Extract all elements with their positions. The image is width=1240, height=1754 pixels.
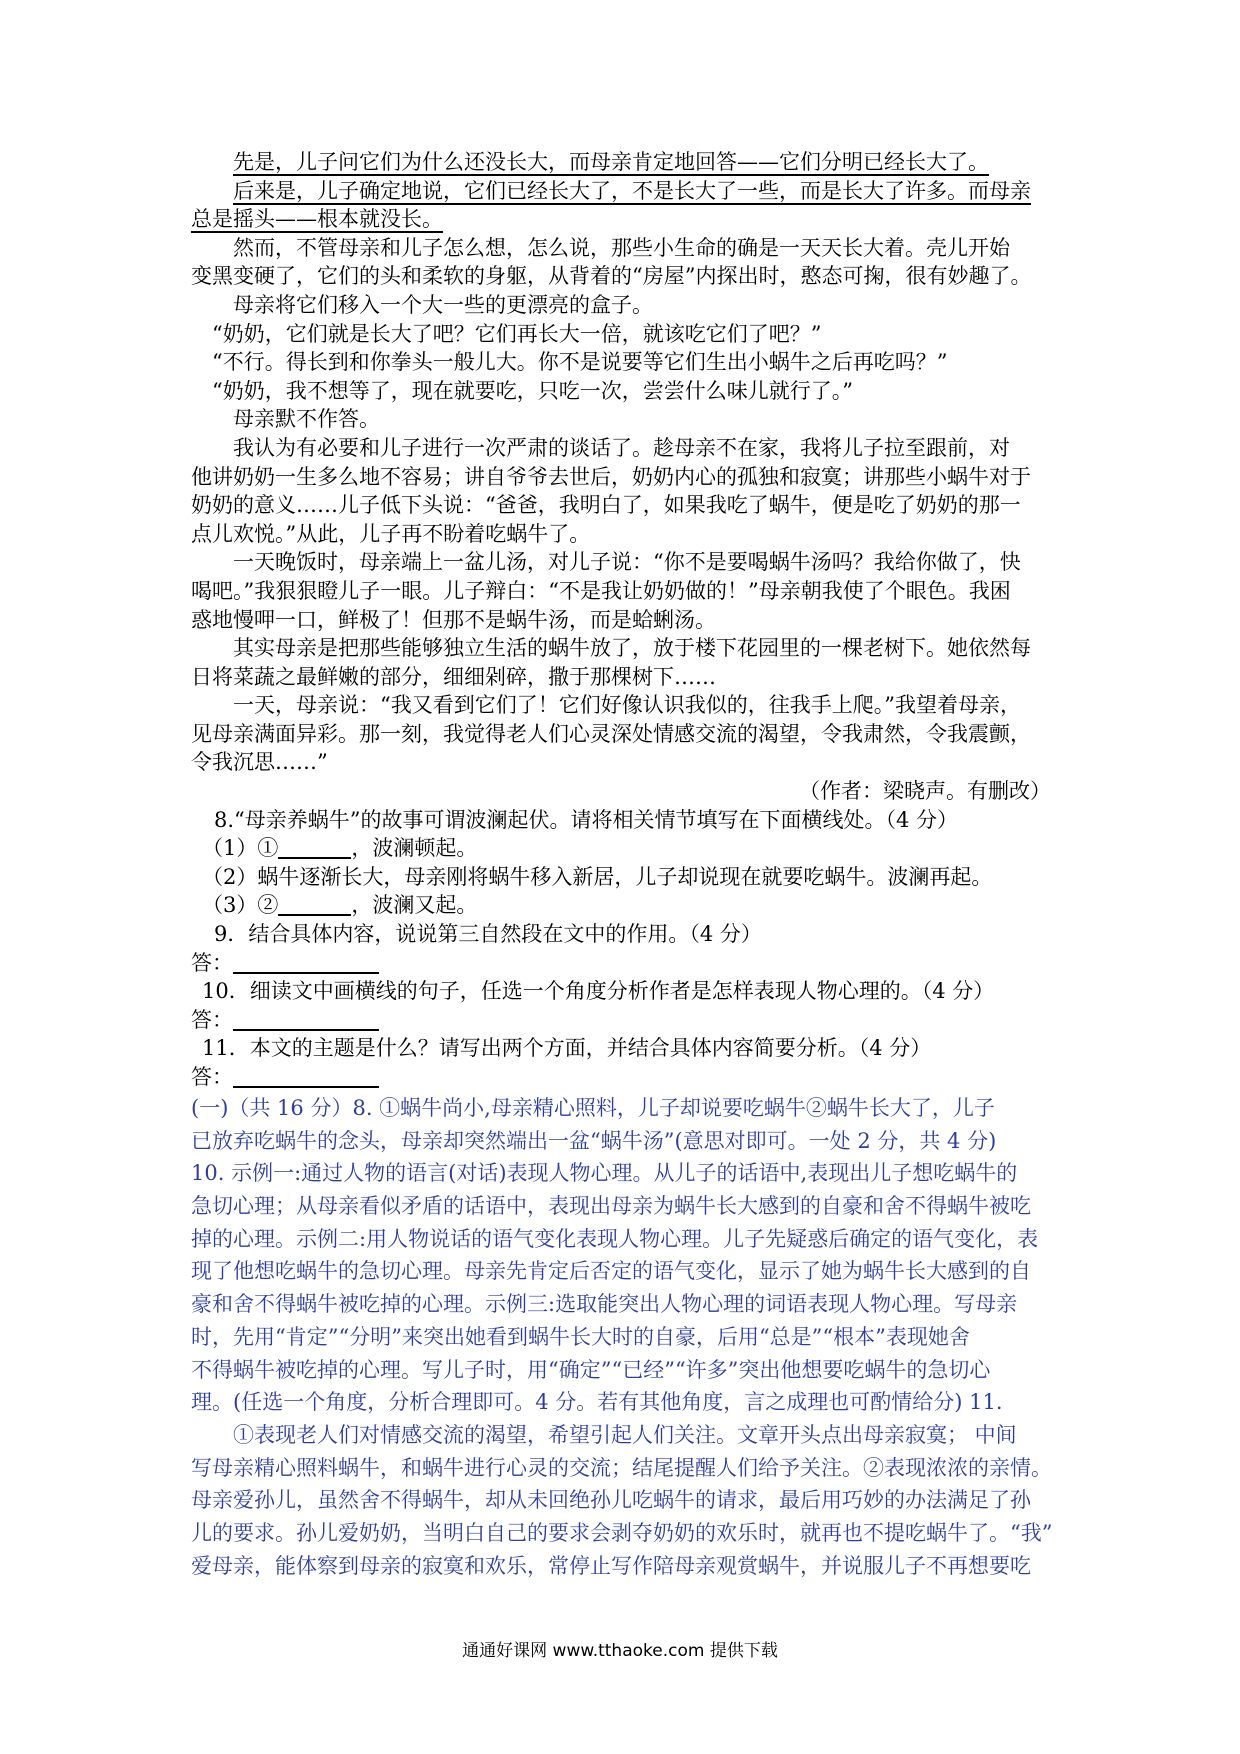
passage-line: 一天，母亲说：“我又看到它们了！它们好像认识我似的，往我手上爬。”我望着母亲， [233,693,1021,718]
answer-key-line: 时，先用“肯定”“分明”来突出她看到蜗牛长大时的自豪，后用“总是”“根本”表现她舍 [191,1324,970,1349]
passage-line: 母亲默不作答。 [233,407,380,432]
answer-blank [278,894,351,916]
reading-passage [0,148,1240,1092]
answer-key-line: (一)（共 16 分）8. ①蜗牛尚小,母亲精心照料，儿子却说要吃蜗牛②蜗牛长大了，儿子 [191,1096,995,1120]
question-10-stem: 10．细读文中画横线的句子，任选一个角度分析作者是怎样表现人物心理的。（4 分） [202,979,995,1004]
passage-line: 见母亲满面异彩。那一刻，我觉得老人们心灵深处情感交流的渴望，令我肃然，令我震颤， [191,721,1031,746]
passage-line: 我认为有必要和儿子进行一次严肃的谈话了。趁母亲不在家，我将儿子拉至跟前，对 [233,435,1010,460]
answer-key-line: 掉的心理。示例二:用人物说话的语气变化表现人物心理。儿子先疑惑后确定的语气变化，表 [191,1226,1039,1251]
passage-line: 令我沉思……” [191,750,328,775]
underlined-sentence: 后来是，儿子确定地说，它们已经长大了，不是长大了一些，而是长大了许多。而母亲 [233,178,1031,203]
answer-key-line: 已放弃吃蜗牛的念头，母亲却突然端出一盆“蜗牛汤”(意思对即可。一处 2 分，共 4 分) [191,1128,997,1153]
answer-key-line: 10. 示例一:通过人物的语言(对话)表现人物心理。从儿子的话语中,表现出儿子想吃蜗牛的 [191,1161,1018,1186]
passage-line: 他讲奶奶一生多么地不容易；讲自爷爷去世后，奶奶内心的孤独和寂寞；讲那些小蜗牛对于 [191,464,1031,489]
item-label: （1）① [202,836,279,861]
page-footer: 通通好课网 www.tthaoke.com 提供下载 [462,1641,778,1661]
question-11-answer [0,1063,1240,1092]
answer-key-line: 理。(任选一个角度，分析合理即可。4 分。若有其他角度，言之成理也可酌情给分) 11. [191,1390,1003,1415]
passage-line: 一天晚饭时，母亲端上一盆儿汤，对儿子说：“你不是要喝蜗牛汤吗？我给你做了，快 [233,550,1021,575]
passage-line [0,148,1240,177]
question-8-item-2: （2）蜗牛逐渐长大，母亲刚将蜗牛移入新居，儿子却说现在就要吃蜗牛。波澜再起。 [202,864,993,889]
answer-blank [233,1066,379,1088]
answer-key-line: 爱母亲，能体察到母亲的寂寞和欢乐，常停止写作陪母亲观赏蜗牛，并说服儿子不再想要吃 [191,1553,1031,1578]
question-11-stem: 11．本文的主题是什么？请写出两个方面，并结合具体内容简要分析。（4 分） [202,1036,932,1061]
question-10-answer [0,1006,1240,1035]
question-8-stem: 8.“母亲养蜗牛”的故事可谓波澜起伏。请将相关情节填写在下面横线处。（4 分） [214,807,959,832]
passage-line: 喝吧。”我狠狠瞪儿子一眼。儿子辩白：“不是我让奶奶做的！”母亲朝我使了个眼色。我困 [191,578,1011,603]
question-9-stem: 9．结合具体内容，说说第三自然段在文中的作用。（4 分） [214,922,762,947]
question-8-item-1 [0,834,1240,863]
passage-line: 其实母亲是把那些能够独立生活的蜗牛放了，放于楼下花园里的一棵老树下。她依然每 [233,636,1031,661]
answer-blank [233,952,379,974]
passage-line: 惑地慢呷一口，鲜极了！但那不是蜗牛汤，而是蛤蜊汤。 [191,607,716,632]
answer-key [0,1092,1240,1582]
answer-key-line: ①表现老人们对情感交流的渴望，希望引起人们关注。文章开头点出母亲寂寞； 中间 [233,1422,1017,1447]
answer-key-line: 不得蜗牛被吃掉的心理。写儿子时，用“确定”“已经”“许多”突出他想要吃蜗牛的急切心 [191,1357,991,1382]
answer-key-line: 母亲爱孙儿，虽然舍不得蜗牛，却从未回绝孙儿吃蜗牛的请求，最后用巧妙的办法满足了孙 [191,1488,1031,1513]
passage-line [0,177,1240,206]
answer-label: 答： [191,1065,233,1089]
dialogue-line: “奶奶，我不想等了，现在就要吃，只吃一次，尝尝什么味儿就行了。” [212,378,853,403]
answer-key-line: 写母亲精心照料蜗牛，和蜗牛进行心灵的交流；结尾提醒人们给予关注。②表现浓浓的亲情。 [191,1455,1052,1480]
answer-key-line: 儿的要求。孙儿爱奶奶，当明白自己的要求会剥夺奶奶的欢乐时，就再也不提吃蜗牛了。“我” [191,1520,1053,1545]
answer-blank [278,837,351,859]
dialogue-line: “不行。得长到和你拳头一般儿大。你不是说要等它们生出小蜗牛之后再吃吗？” [212,350,948,375]
passage-line: 然而，不管母亲和儿子怎么想，怎么说，那些小生命的确是一天天长大着。壳儿开始 [233,235,1010,260]
question-9-answer [0,949,1240,978]
dialogue-line: “奶奶，它们就是长大了吧？它们再长大一倍，就该吃它们了吧？” [212,321,822,346]
passage-line: 点儿欢悦。”从此，儿子再不盼着吃蜗牛了。 [191,521,591,546]
passage-line: 变黑变硬了，它们的头和柔软的身躯，从背着的“房屋”内探出时，憨态可掬，很有妙趣了。 [191,264,1032,289]
passage-line: 母亲将它们移入一个大一些的更漂亮的盒子。 [233,292,653,317]
answer-label: 答： [191,1007,233,1032]
answer-label: 答： [191,950,233,975]
passage-line [0,205,1240,234]
answer-blank [233,1009,379,1031]
answer-key-line: 豪和舍不得蜗牛被吃掉的心理。示例三:选取能突出人物心理的词语表现人物心理。写母亲 [191,1292,1018,1317]
passage-line: 奶奶的意义……儿子低下头说：“爸爸，我明白了，如果我吃了蜗牛，便是吃了奶奶的那一 [191,493,1021,518]
question-8-item-3 [0,891,1240,920]
author-credit: （作者：梁晓声。有删改） [799,779,1051,804]
item-label: （3）② [202,893,279,918]
underlined-sentence: 先是，儿子问它们为什么还没长大，而母亲肯定地回答——它们分明已经长大了。 [233,150,989,174]
underlined-sentence: 总是摇头——根本就没长。 [191,207,443,232]
answer-key-line: 现了他想吃蜗牛的急切心理。母亲先肯定后否定的语气变化，显示了她为蜗牛长大感到的自 [191,1259,1031,1284]
item-text: ，波澜顿起。 [351,836,478,861]
answer-key-line: 急切心理；从母亲看似矛盾的话语中，表现出母亲为蜗牛长大感到的自豪和舍不得蜗牛被吃 [191,1194,1031,1219]
item-text: ，波澜又起。 [351,893,478,918]
passage-line: 日将菜蔬之最鲜嫩的部分，细细剁碎，撒于那棵树下…… [191,664,716,689]
